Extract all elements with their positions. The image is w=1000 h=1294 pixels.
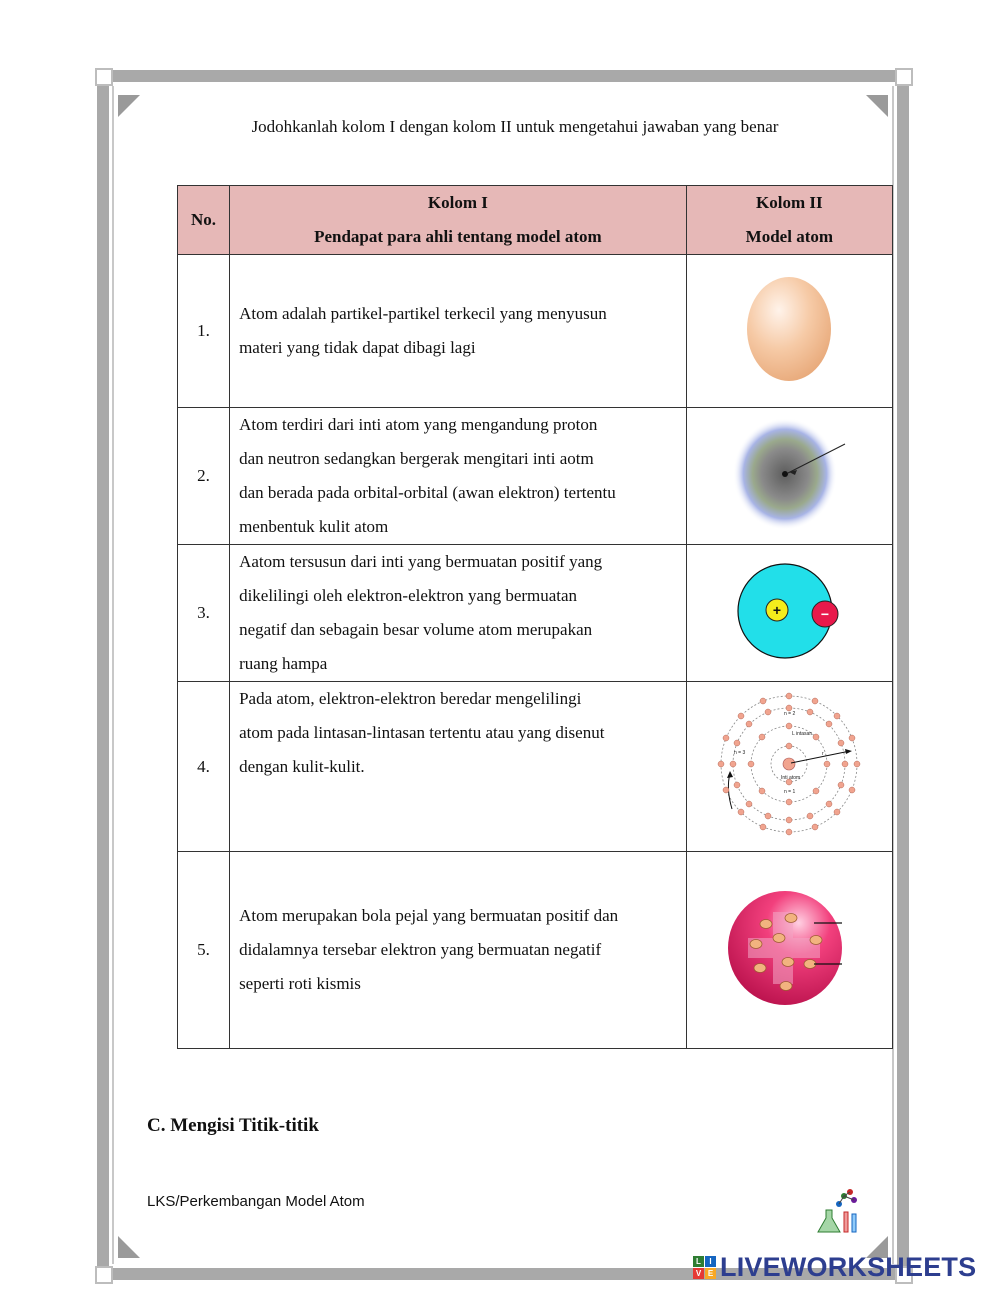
- description-line: didalamnya tersebar elektron yang bermuatan negatif: [239, 940, 602, 959]
- logo-tiles: [693, 1256, 716, 1279]
- nucleus-label: Inti atom: [781, 775, 801, 781]
- plum-pudding-model-icon: [726, 886, 852, 1010]
- row-number: 3.: [178, 545, 230, 682]
- model-cell[interactable]: [686, 255, 892, 408]
- header-kolom-1: [230, 186, 687, 255]
- logo-tile: V: [693, 1268, 704, 1279]
- description-line: ruang hampa: [239, 654, 328, 673]
- description-line: materi yang tidak dapat dibagi lagi: [239, 338, 476, 357]
- description-line: atom pada lintasan-lintasan tertentu atau yang disenut: [239, 723, 605, 742]
- footer-label: LKS/Perkembangan Model Atom: [147, 1193, 365, 1210]
- frame-knot: [95, 1266, 113, 1284]
- orbit-shell-model-icon: [714, 689, 864, 839]
- description-line: dikelilingi oleh elektron-elektron yang bermuatan: [239, 586, 578, 605]
- model-cell[interactable]: [686, 408, 892, 545]
- corner-triangle: [866, 95, 888, 117]
- model-cell[interactable]: [686, 852, 892, 1049]
- header-kolom-1-title: Kolom I: [427, 193, 488, 212]
- header-kolom-2-subtitle: Model atom: [745, 227, 834, 246]
- frame-knot: [895, 68, 913, 86]
- table-row: [178, 682, 893, 852]
- row-description: [230, 408, 687, 545]
- model-cell[interactable]: [686, 682, 892, 852]
- proton-plus-label: +: [773, 601, 782, 618]
- description-line: Atom terdiri dari inti atom yang mengandung proton: [239, 415, 598, 434]
- table-row: [178, 408, 893, 545]
- chemistry-flask-icon: [814, 1188, 864, 1236]
- row-number: 1.: [178, 255, 230, 408]
- nucleus-model-icon: [729, 561, 849, 661]
- row-description: [230, 255, 687, 408]
- shell-label-lintasan: L intasan: [792, 731, 813, 737]
- section-c-heading: C. Mengisi Titik-titik: [147, 1115, 319, 1136]
- shell-label-n1: n = 1: [784, 789, 796, 795]
- shell-label-n2: n = 2: [784, 711, 796, 717]
- logo-tile: I: [705, 1256, 716, 1267]
- table-row: [178, 545, 893, 682]
- model-cell[interactable]: [686, 545, 892, 682]
- row-number: 2.: [178, 408, 230, 545]
- table-row: [178, 852, 893, 1049]
- row-number: 4.: [178, 682, 230, 852]
- header-kolom-2: [686, 186, 892, 255]
- description-line: Aatom tersusun dari inti yang bermuatan positif yang: [239, 552, 603, 571]
- instruction-text: Jodohkanlah kolom I dengan kolom II untuk mengetahui jawaban yang benar: [251, 117, 779, 136]
- header-kolom-2-title: Kolom II: [756, 193, 823, 212]
- shell-label-n3: n = 3: [734, 750, 746, 756]
- frame-knot: [95, 68, 113, 86]
- description-line: negatif dan sebagain besar volume atom merupakan: [239, 620, 593, 639]
- liveworksheets-logo[interactable]: [693, 1252, 976, 1282]
- electron-minus-label: −: [821, 605, 830, 622]
- matching-table: [177, 185, 893, 1049]
- description-line: dengan kulit-kulit.: [239, 757, 365, 776]
- description-line: seperti roti kismis: [239, 974, 361, 993]
- corner-triangle: [118, 1236, 140, 1258]
- frame-right-border: [897, 70, 909, 1280]
- description-line: Pada atom, elektron-elektron beredar mengelilingi: [239, 689, 582, 708]
- row-description: [230, 545, 687, 682]
- description-line: Atom merupakan bola pejal yang bermuatan positif dan: [239, 906, 619, 925]
- corner-triangle: [118, 95, 140, 117]
- logo-tile: L: [693, 1256, 704, 1267]
- table-row: [178, 255, 893, 408]
- frame-inner-line: [112, 86, 114, 1264]
- solid-sphere-model-icon: [744, 275, 834, 383]
- logo-wordmark: LIVEWORKSHEETS: [720, 1251, 977, 1282]
- logo-tile: E: [705, 1268, 716, 1279]
- electron-cloud-model-icon: [729, 416, 849, 532]
- radius-label: r: [822, 751, 825, 757]
- header-kolom-1-subtitle: Pendapat para ahli tentang model atom: [314, 227, 602, 246]
- frame-left-border: [97, 70, 109, 1280]
- description-line: dan neutron sedangkan bergerak mengitari inti aotm: [239, 449, 594, 468]
- description-line: Atom adalah partikel-partikel terkecil yang menyusun: [239, 304, 607, 323]
- header-no: No.: [178, 186, 230, 255]
- frame-top-border: [97, 70, 909, 82]
- description-line: menbentuk kulit atom: [239, 517, 389, 536]
- row-number: 5.: [178, 852, 230, 1049]
- row-description: [230, 852, 687, 1049]
- description-line: dan berada pada orbital-orbital (awan elektron) tertentu: [239, 483, 616, 502]
- table-header-row: [178, 186, 893, 255]
- row-description: [230, 682, 687, 852]
